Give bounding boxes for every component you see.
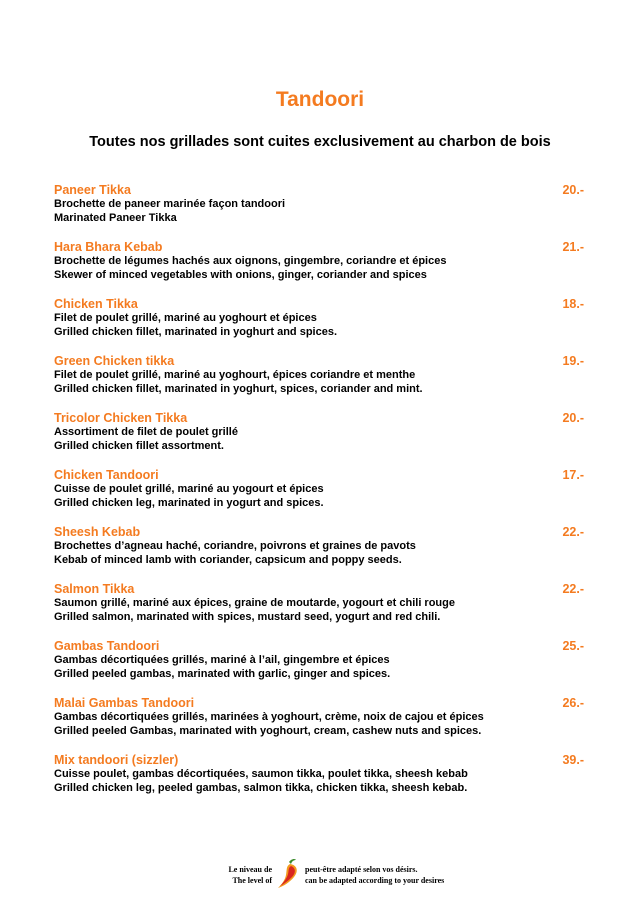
menu-item-description-en: Grilled chicken leg, peeled gambas, salmon tikka, chicken tikka, sheesh kebab. (54, 782, 468, 794)
menu-item-price: 19.- (562, 354, 584, 368)
spice-note-right (305, 864, 444, 886)
menu-item-description-en: Grilled peeled Gambas, marinated with yoghourt, cream, cashew nuts and spices. (54, 725, 482, 737)
menu-item-name: Gambas Tandoori (54, 639, 160, 653)
menu-item-price: 21.- (562, 240, 584, 254)
menu-item (54, 525, 584, 582)
menu-item-description-fr: Filet de poulet grillé, mariné au yoghourt et épices (54, 312, 317, 324)
spice-note-left-en: The level of (232, 876, 272, 885)
menu-item-price: 20.- (562, 411, 584, 425)
menu-item-name: Salmon Tikka (54, 582, 135, 596)
spice-note-left-fr: Le niveau de (228, 865, 272, 874)
menu-item-description-fr: Brochette de légumes hachés aux oignons, gingembre, coriandre et épices (54, 255, 447, 267)
menu-item-name: Green Chicken tikka (54, 354, 175, 368)
page-subtitle: Toutes nos grillades sont cuites exclusivement au charbon de bois (89, 134, 551, 150)
menu-item (54, 240, 584, 297)
menu-item (54, 582, 584, 639)
menu-item-price: 18.- (562, 297, 584, 311)
menu-item (54, 696, 584, 753)
menu-item-price: 39.- (562, 753, 584, 767)
menu-item-name: Mix tandoori (sizzler) (54, 753, 179, 767)
menu-item-name: Paneer Tikka (54, 183, 131, 197)
menu-item-description-fr: Saumon grillé, mariné aux épices, graine de moutarde, yogourt et chili rouge (54, 597, 455, 609)
page-title: Tandoori (275, 88, 365, 111)
menu-item-description-fr: Brochettes d’agneau haché, coriandre, poivrons et graines de pavots (54, 540, 416, 552)
chili-pepper-icon (275, 858, 303, 890)
menu-item-description-fr: Filet de poulet grillé, mariné au yoghourt, épices coriandre et menthe (54, 369, 416, 381)
menu-item (54, 183, 584, 240)
menu-list (54, 183, 584, 810)
spice-note-right-fr: peut-être adapté selon vos désirs. (305, 865, 418, 874)
menu-item-description-fr: Gambas décortiquées grillés, marinées à yoghourt, crème, noix de cajou et épices (54, 711, 484, 723)
menu-item-description-en: Grilled chicken fillet, marinated in yoghurt, spices, coriander and mint. (54, 383, 423, 395)
menu-item-description-fr: Assortiment de filet de poulet grillé (54, 426, 238, 438)
menu-item (54, 354, 584, 411)
menu-item-name: Chicken Tandoori (54, 468, 159, 482)
spice-note-right-en: can be adapted according to your desires (305, 876, 445, 885)
menu-item-description-en: Grilled chicken leg, marinated in yogurt and spices. (54, 497, 324, 509)
menu-item-name: Tricolor Chicken Tikka (54, 411, 188, 425)
menu-item-description-fr: Cuisse de poulet grillé, mariné au yogourt et épices (54, 483, 324, 495)
menu-item-description-fr: Brochette de paneer marinée façon tandoori (54, 198, 286, 210)
menu-item-description-en: Skewer of minced vegetables with onions, ginger, coriander and spices (54, 269, 427, 281)
menu-item-description-en: Kebab of minced lamb with coriander, capsicum and poppy seeds. (54, 554, 402, 566)
menu-item-name: Chicken Tikka (54, 297, 138, 311)
spice-note-left (216, 864, 272, 886)
menu-item (54, 297, 584, 354)
menu-item-price: 25.- (562, 639, 584, 653)
menu-item-description-en: Grilled peeled gambas, marinated with garlic, ginger and spices. (54, 668, 391, 680)
menu-item-name: Hara Bhara Kebab (54, 240, 163, 254)
menu-item-description-fr: Gambas décortiquées grillés, mariné à l’ail, gingembre et épices (54, 654, 390, 666)
menu-item (54, 468, 584, 525)
menu-item-name: Sheesh Kebab (54, 525, 141, 539)
menu-item-price: 26.- (562, 696, 584, 710)
menu-item-price: 17.- (562, 468, 584, 482)
menu-item-price: 20.- (562, 183, 584, 197)
menu-item (54, 753, 584, 810)
menu-item-price: 22.- (562, 525, 584, 539)
menu-item-description-en: Grilled salmon, marinated with spices, mustard seed, yogurt and red chili. (54, 611, 441, 623)
menu-item-description-en: Grilled chicken fillet assortment. (54, 440, 224, 452)
menu-item-description-en: Marinated Paneer Tikka (54, 212, 177, 224)
menu-item-price: 22.- (562, 582, 584, 596)
menu-item (54, 639, 584, 696)
menu-item (54, 411, 584, 468)
menu-item-name: Malai Gambas Tandoori (54, 696, 195, 710)
menu-item-description-fr: Cuisse poulet, gambas décortiquées, saumon tikka, poulet tikka, sheesh kebab (54, 768, 468, 780)
menu-item-description-en: Grilled chicken fillet, marinated in yoghurt and spices. (54, 326, 338, 338)
